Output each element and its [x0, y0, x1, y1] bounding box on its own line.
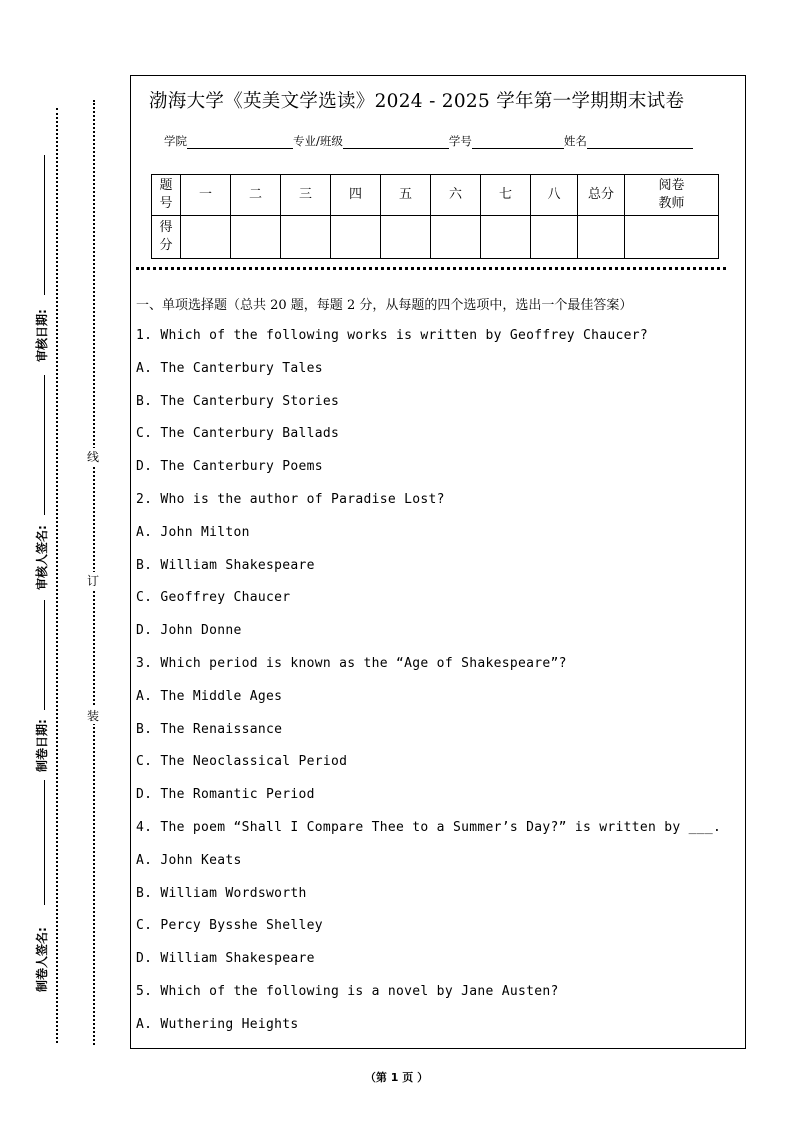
- score-cell-4[interactable]: [331, 216, 381, 259]
- question-stem: 3. Which period is known as the “Age of Shakespeare”?: [136, 655, 567, 671]
- major-class-label: 专业/班级: [293, 134, 343, 148]
- score-cell-1[interactable]: [181, 216, 231, 259]
- college-label: 学院: [164, 134, 187, 148]
- question-stem: 5. Which of the following is a novel by Jane Austen?: [136, 983, 559, 999]
- binding-char-install: 装: [86, 709, 99, 723]
- answer-option[interactable]: A. The Canterbury Tales: [136, 360, 323, 376]
- answer-option[interactable]: B. The Canterbury Stories: [136, 393, 340, 409]
- answer-option[interactable]: A. John Keats: [136, 852, 242, 868]
- binding-dotted-line-outer: [56, 108, 58, 1043]
- score-table-header-row: [152, 175, 719, 216]
- name-field[interactable]: [587, 135, 693, 149]
- answer-option[interactable]: B. The Renaissance: [136, 721, 283, 737]
- reviewer-sign-field[interactable]: [44, 375, 45, 515]
- score-table-corner-top: 题 号: [152, 175, 181, 216]
- score-cell-7[interactable]: [481, 216, 531, 259]
- section-divider: [136, 267, 726, 270]
- college-field[interactable]: [187, 135, 293, 149]
- col-header-total: 总分: [578, 175, 625, 216]
- prep-date-label: 制卷日期:: [35, 719, 49, 772]
- col-header-2: 二: [231, 175, 281, 216]
- score-cell-8[interactable]: [531, 216, 578, 259]
- question-stem: 4. The poem “Shall I Compare Thee to a Summer’s Day?” is written by ___.: [136, 819, 722, 835]
- answer-option[interactable]: A. The Middle Ages: [136, 688, 283, 704]
- score-cell-2[interactable]: [231, 216, 281, 259]
- answer-option[interactable]: C. The Neoclassical Period: [136, 754, 348, 770]
- prep-date-field[interactable]: [44, 600, 45, 710]
- score-cell-5[interactable]: [381, 216, 431, 259]
- answer-option[interactable]: D. William Shakespeare: [136, 951, 315, 967]
- reviewer-sign-label: 审核人签名:: [35, 525, 49, 590]
- answer-option[interactable]: B. William Shakespeare: [136, 557, 315, 573]
- score-cell-6[interactable]: [431, 216, 481, 259]
- review-date-field[interactable]: [44, 155, 45, 295]
- col-header-7: 七: [481, 175, 531, 216]
- question-stem: 1. Which of the following works is written by Geoffrey Chaucer?: [136, 328, 648, 343]
- col-header-3: 三: [281, 175, 331, 216]
- student-id-label: 学号: [448, 134, 472, 148]
- answer-option[interactable]: D. The Romantic Period: [136, 787, 315, 803]
- exam-title: 渤海大学《英美文学选读》2024 - 2025 学年第一学期期末试卷: [149, 91, 685, 112]
- binding-char-order: 订: [86, 574, 99, 588]
- question-stem: 2. Who is the author of Paradise Lost?: [136, 491, 445, 507]
- score-cell-3[interactable]: [281, 216, 331, 259]
- question-list: [136, 327, 736, 1049]
- answer-option[interactable]: D. John Donne: [136, 623, 242, 639]
- name-label: 姓名: [563, 134, 587, 148]
- answer-option[interactable]: D. The Canterbury Poems: [136, 459, 323, 475]
- col-header-8: 八: [531, 175, 578, 216]
- exam-frame: [130, 75, 746, 1049]
- section-1-title: 一、单项选择题（总共 20 题，每题 2 分，从每题的四个选项中，选出一个最佳答案）: [136, 298, 633, 313]
- answer-option[interactable]: B. William Wordsworth: [136, 885, 307, 901]
- col-header-1: 一: [181, 175, 231, 216]
- col-header-reviewer: 阅卷 教师: [625, 175, 719, 216]
- col-header-6: 六: [431, 175, 481, 216]
- col-header-4: 四: [331, 175, 381, 216]
- answer-option[interactable]: A. John Milton: [136, 524, 250, 540]
- col-header-5: 五: [381, 175, 431, 216]
- score-cell-reviewer[interactable]: [625, 216, 719, 259]
- score-table-corner-bottom: 得 分: [152, 216, 181, 259]
- major-class-field[interactable]: [343, 135, 449, 149]
- binding-char-line: 线: [86, 450, 99, 464]
- answer-option[interactable]: A. Wuthering Heights: [136, 1016, 299, 1032]
- score-table-score-row: [152, 216, 719, 259]
- student-id-field[interactable]: [472, 135, 564, 149]
- review-date-label: 审核日期:: [35, 309, 49, 362]
- student-info-row: [164, 133, 693, 149]
- score-table: [151, 174, 719, 259]
- prep-sign-field[interactable]: [44, 780, 45, 905]
- answer-option[interactable]: C. Percy Bysshe Shelley: [136, 918, 323, 934]
- score-cell-total[interactable]: [578, 216, 625, 259]
- page-footer: （第 1 页 ）: [364, 1071, 429, 1084]
- answer-option[interactable]: C. The Canterbury Ballads: [136, 426, 340, 442]
- answer-option[interactable]: C. Geoffrey Chaucer: [136, 590, 291, 606]
- prep-sign-label: 制卷人签名:: [35, 927, 49, 992]
